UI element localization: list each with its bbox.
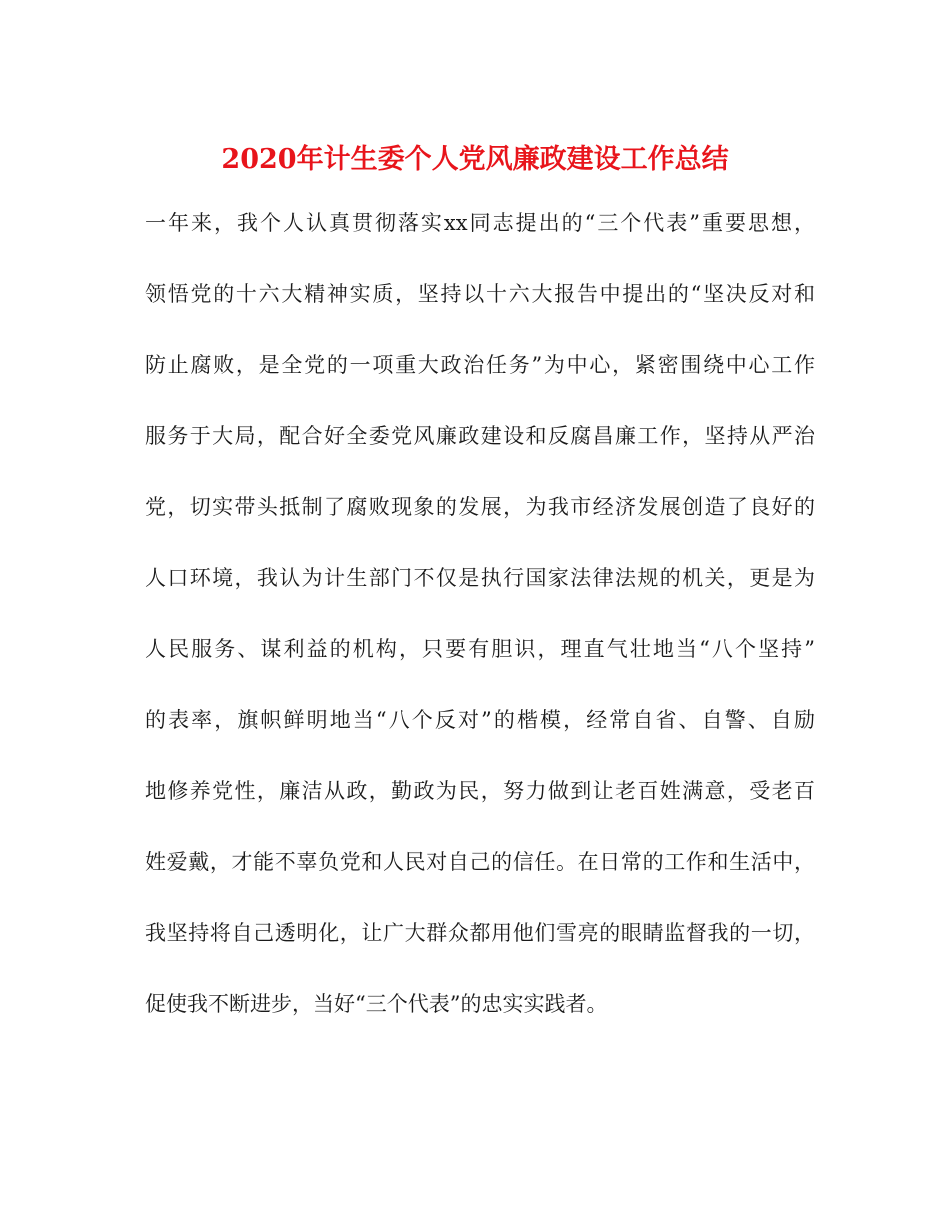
body-line-3: 防止腐败，是全党的一项重大政治任务”为中心，紧密围绕中心工作: [145, 353, 815, 377]
body-line-11: 我坚持将自己透明化，让广大群众都用他们雪亮的眼睛监督我的一切，: [145, 921, 815, 945]
body-line-1: 一年来，我个人认真贯彻落实xx同志提出的“三个代表”重要思想，: [145, 211, 815, 235]
body-line-8: 的表率，旗帜鲜明地当“八个反对”的楷模，经常自省、自警、自励: [145, 708, 815, 732]
body-line-9: 地修养党性，廉洁从政，勤政为民，努力做到让老百姓满意，受老百: [145, 779, 815, 803]
body-line-4: 服务于大局，配合好全委党风廉政建设和反腐昌廉工作，坚持从严治: [145, 424, 815, 448]
body-line-5: 党，切实带头抵制了腐败现象的发展，为我市经济发展创造了良好的: [145, 495, 815, 519]
body-line-12: 促使我不断进步，当好“三个代表”的忠实实践者。: [145, 992, 608, 1016]
document-title: 2020年计生委个人党风廉政建设工作总结: [221, 144, 729, 175]
body-line-7: 人民服务、谋利益的机构，只要有胆识，理直气壮地当“八个坚持”: [145, 637, 815, 661]
body-line-2: 领悟党的十六大精神实质，坚持以十六大报告中提出的“坚决反对和: [145, 282, 815, 306]
body-line-10: 姓爱戴，才能不辜负党和人民对自己的信任。在日常的工作和生活中，: [145, 850, 815, 874]
body-line-6: 人口环境，我认为计生部门不仅是执行国家法律法规的机关，更是为: [145, 566, 815, 590]
